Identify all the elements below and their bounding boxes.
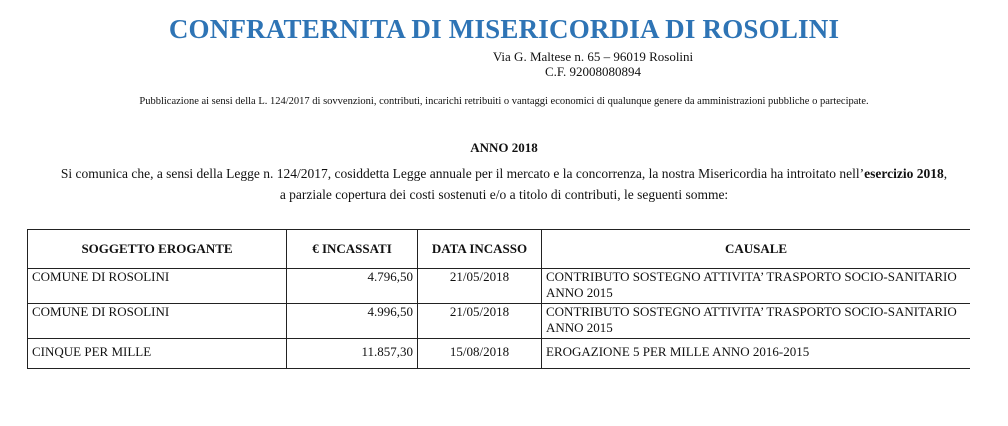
- intro-text-bold: esercizio 2018: [864, 166, 944, 181]
- organization-title: CONFRATERNITA DI MISERICORDIA DI ROSOLINI: [168, 14, 840, 44]
- table-row: [28, 304, 971, 339]
- intro-paragraph: [60, 163, 948, 205]
- row-soggetto: CINQUE PER MILLE: [28, 339, 287, 369]
- header-causale: CAUSALE: [542, 230, 971, 269]
- row-causale: CONTRIBUTO SOSTEGNO ATTIVITA’ TRASPORTO SOCIO-SANITARIO ANNO 2015: [542, 269, 971, 304]
- row-data: 15/08/2018: [418, 339, 542, 369]
- contributions-table: [27, 229, 970, 369]
- intro-text-part1: Si comunica che, a sensi della Legge n. 124/2017, cosiddetta Legge annuale per il mercato e la concorrenza, la nostra Misericordia ha introitato nell’: [60, 166, 865, 181]
- table-header-row: [28, 230, 971, 269]
- year-heading: ANNO 2018: [470, 140, 538, 155]
- row-causale: EROGAZIONE 5 PER MILLE ANNO 2016-2015: [542, 339, 971, 369]
- row-importo: 4.996,50: [287, 304, 418, 339]
- row-importo: 11.857,30: [287, 339, 418, 369]
- table-row: [28, 339, 971, 369]
- intro-text-part2: , a parziale copertura dei costi sostenuti e/o a titolo di contributi, le seguenti somme:: [279, 166, 948, 202]
- row-importo: 4.796,50: [287, 269, 418, 304]
- row-causale: CONTRIBUTO SOSTEGNO ATTIVITA’ TRASPORTO SOCIO-SANITARIO ANNO 2015: [542, 304, 971, 339]
- row-data: 21/05/2018: [418, 269, 542, 304]
- table-row: [28, 269, 971, 304]
- header-soggetto: SOGGETTO EROGANTE: [28, 230, 287, 269]
- address-line: Via G. Maltese n. 65 – 96019 Rosolini: [492, 49, 694, 64]
- publication-note: Pubblicazione ai sensi della L. 124/2017 di sovvenzioni, contributi, incarichi retribuiti o vantaggi economici di qualunque genere da amministrazioni pubbliche o partecipate.: [139, 96, 869, 107]
- header-importo: € INCASSATI: [287, 230, 418, 269]
- header-data: DATA INCASSO: [418, 230, 542, 269]
- row-soggetto: COMUNE DI ROSOLINI: [28, 269, 287, 304]
- fiscal-code-line: C.F. 92008080894: [544, 64, 642, 79]
- row-data: 21/05/2018: [418, 304, 542, 339]
- row-soggetto: COMUNE DI ROSOLINI: [28, 304, 287, 339]
